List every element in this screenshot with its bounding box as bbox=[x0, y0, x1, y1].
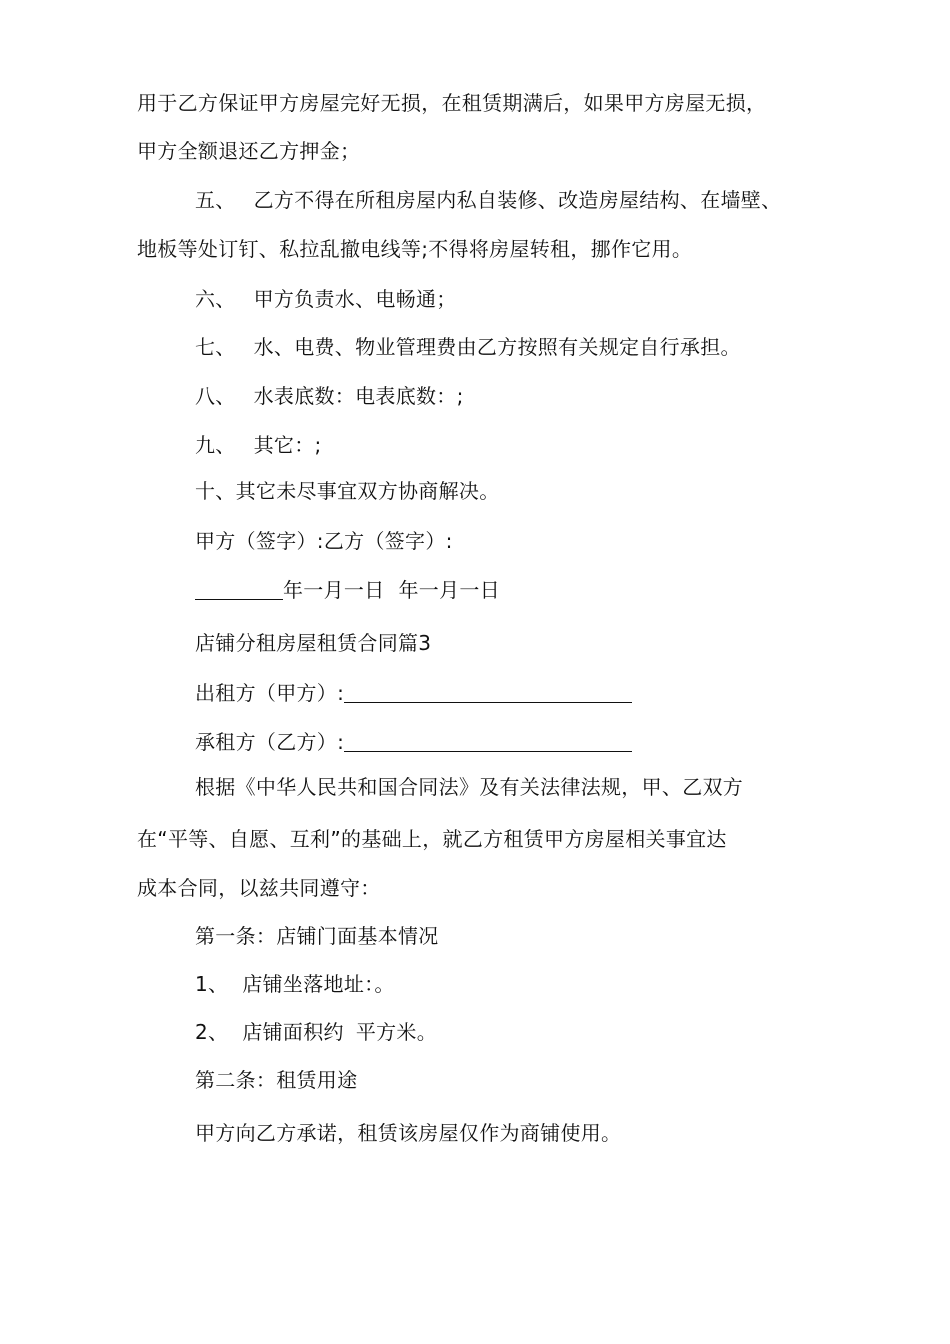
clause-eight bbox=[195, 383, 464, 409]
clause-number: 五、 bbox=[195, 188, 236, 212]
item-number: 1、 bbox=[195, 972, 229, 996]
paragraph-line: 甲方向乙方承诺，租赁该房屋仅作为商铺使用。 bbox=[195, 1121, 622, 1145]
paragraph-line: 甲方全额退还乙方押金； bbox=[137, 139, 361, 163]
item-number: 2、 bbox=[195, 1020, 229, 1044]
lessee-blank bbox=[344, 731, 632, 752]
item-two bbox=[195, 1019, 437, 1045]
article-two-title: 第二条：租赁用途 bbox=[195, 1068, 358, 1092]
item-one bbox=[195, 971, 395, 997]
item-text: 店铺坐落地址：。 bbox=[242, 972, 395, 996]
lessor-label: 出租方（甲方）: bbox=[195, 681, 345, 705]
date-blank bbox=[195, 579, 283, 600]
lessee-label: 承租方（乙方）: bbox=[195, 730, 345, 754]
clause-text: 乙方不得在所租房屋内私自装修、改造房屋结构、在墙壁、 bbox=[253, 188, 782, 212]
clause-text: 水表底数：电表底数：; bbox=[253, 384, 464, 408]
item-text: 店铺面积约 bbox=[242, 1020, 344, 1044]
lessor-blank bbox=[344, 682, 632, 703]
date-party-a: 年一月一日 bbox=[283, 578, 385, 602]
paragraph-line: 在“平等、自愿、互利”的基础上，就乙方租赁甲方房屋相关事宜达 bbox=[137, 827, 727, 851]
paragraph-line: 成本合同，以兹共同遵守： bbox=[137, 876, 381, 900]
clause-nine bbox=[195, 432, 322, 458]
paragraph-line: 用于乙方保证甲方房屋完好无损，在租赁期满后，如果甲方房屋无损， bbox=[137, 91, 767, 115]
lessee-field bbox=[195, 729, 632, 755]
item-unit: 平方米。 bbox=[355, 1020, 438, 1044]
date-party-b: 年一月一日 bbox=[398, 578, 500, 602]
paragraph-line: 地板等处订钉、私拉乱撤电线等;不得将房屋转租，挪作它用。 bbox=[137, 237, 693, 261]
clause-number: 八、 bbox=[195, 384, 236, 408]
clause-text: 其它：; bbox=[253, 433, 322, 457]
clause-number: 九、 bbox=[195, 433, 236, 457]
paragraph-line: 根据《中华人民共和国合同法》及有关法律法规，甲、乙双方 bbox=[195, 775, 744, 799]
article-one-title: 第一条：店铺门面基本情况 bbox=[195, 924, 439, 948]
clause-text: 甲方负责水、电畅通； bbox=[253, 287, 457, 311]
clause-five bbox=[195, 187, 781, 213]
clause-six bbox=[195, 286, 457, 312]
clause-ten: 十、其它未尽事宜双方协商解决。 bbox=[195, 479, 500, 503]
clause-text: 水、电费、物业管理费由乙方按照有关规定自行承担。 bbox=[253, 335, 741, 359]
clause-number: 六、 bbox=[195, 287, 236, 311]
section-title: 店铺分租房屋租赁合同篇3 bbox=[195, 631, 432, 655]
signature-line: 甲方（签字）:乙方（签字）: bbox=[195, 529, 453, 553]
date-line bbox=[195, 577, 500, 603]
clause-seven bbox=[195, 334, 741, 360]
clause-number: 七、 bbox=[195, 335, 236, 359]
lessor-field bbox=[195, 680, 632, 706]
